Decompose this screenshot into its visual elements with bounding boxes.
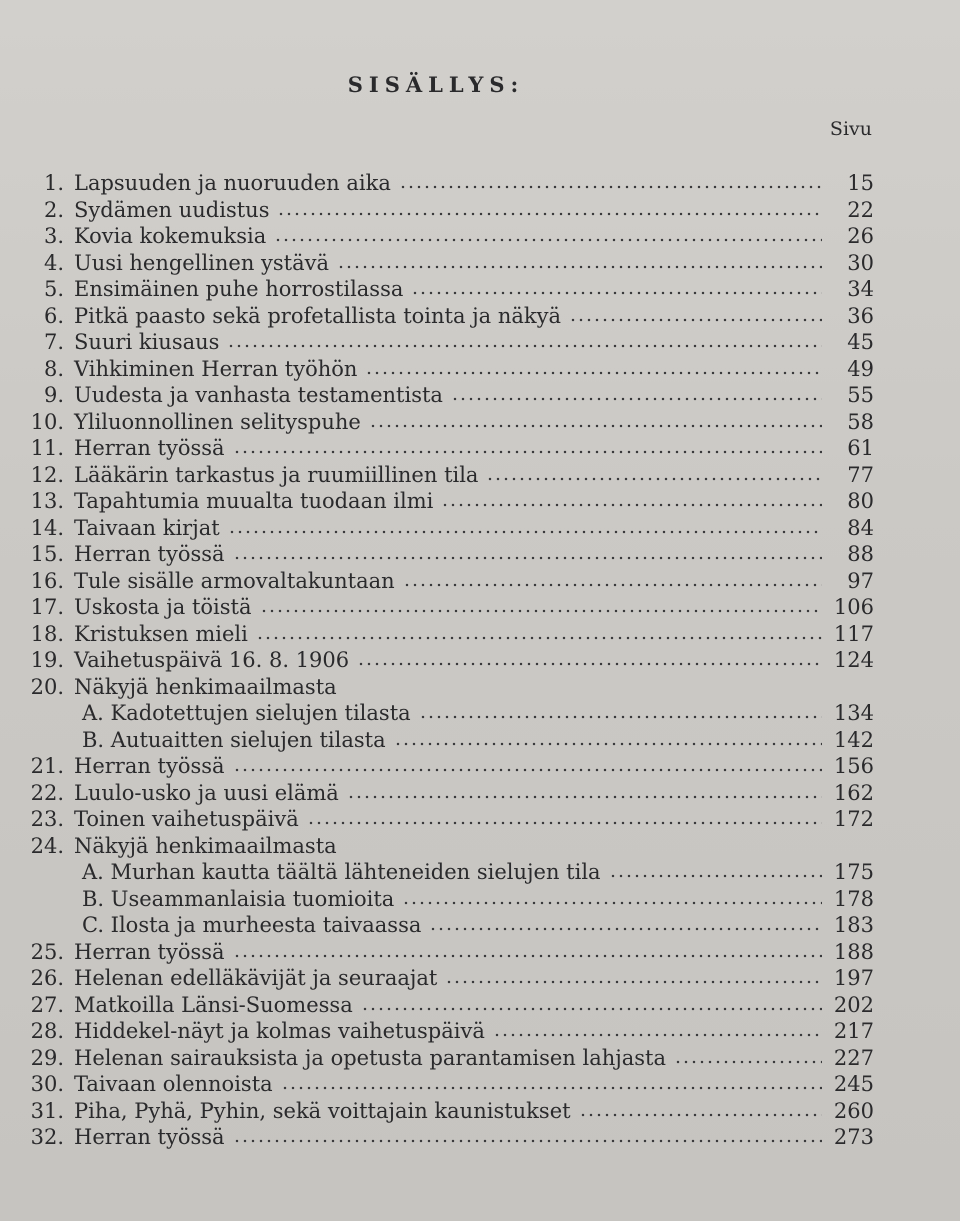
toc-entry [22, 780, 874, 807]
toc-entry-number: 20. [30, 674, 64, 699]
toc-entry [22, 1071, 874, 1098]
dot-leader [609, 874, 822, 878]
toc-entry-page: 36 [847, 303, 874, 328]
toc-entry [22, 541, 874, 568]
toc-entry-page: 58 [847, 409, 874, 434]
toc-entry-title: A. Kadotettujen sielujen tilasta [82, 701, 411, 725]
dot-leader [403, 583, 822, 587]
dot-leader [399, 185, 822, 189]
dot-leader [486, 477, 822, 481]
toc-entry-title: Luulo-usko ja uusi elämä [74, 780, 339, 805]
toc-entry [22, 621, 874, 648]
dot-leader [445, 980, 822, 984]
toc-entry-title: Lapsuuden ja nuoruuden aika [74, 171, 391, 195]
dot-leader [493, 1033, 822, 1037]
toc-entry [22, 992, 874, 1019]
dot-leader [307, 821, 822, 825]
toc-entry-number: 17. [30, 595, 64, 619]
toc-entry-title: Matkoilla Länsi-Suomessa [74, 992, 353, 1017]
toc-entry-page: 77 [847, 462, 874, 487]
toc-entry [22, 859, 874, 886]
toc-entry-title: Herran työssä [74, 939, 225, 964]
toc-entry-page: 124 [833, 648, 874, 672]
toc-entry-page: 172 [833, 807, 874, 831]
dot-leader [451, 397, 822, 401]
toc-entry-number: 9. [43, 383, 64, 407]
dot-leader [347, 795, 822, 799]
toc-entry [22, 594, 874, 621]
toc-entry-title: Yliluonnollinen selityspuhe [74, 409, 361, 434]
toc-entry [22, 435, 874, 462]
toc-entry-title: Helenan edelläkävijät ja seuraajat [74, 966, 438, 990]
toc-entry-page: 245 [833, 1072, 874, 1096]
toc-entry-number: 14. [30, 515, 64, 540]
toc-entry-page: 260 [833, 1098, 874, 1123]
toc-entry-number: 12. [30, 462, 64, 487]
dot-leader [233, 768, 822, 772]
toc-entry-page: 88 [847, 542, 874, 566]
dot-leader [419, 715, 822, 719]
toc-entry-number: 13. [30, 489, 64, 513]
toc-entry-number: 32. [30, 1125, 64, 1149]
toc-entry-page: 156 [833, 754, 874, 778]
toc-entry [22, 674, 874, 701]
toc-entry [22, 382, 874, 409]
toc-entry [22, 727, 874, 754]
dot-leader [256, 636, 822, 640]
toc-entry-page: 227 [833, 1045, 874, 1070]
toc-entry-title: Tapahtumia muualta tuodaan ilmi [74, 489, 434, 513]
toc-entry-number: 31. [30, 1098, 64, 1123]
toc-entry-number: 2. [43, 197, 64, 222]
toc-entry-number: 10. [30, 409, 64, 434]
toc-entry-title: Vaihetuspäivä 16. 8. 1906 [74, 648, 350, 672]
dot-leader [369, 424, 822, 428]
toc-entry-title: B. Autuaitten sielujen tilasta [82, 727, 386, 752]
toc-entry [22, 568, 874, 595]
dot-leader [227, 344, 822, 348]
dot-leader [411, 291, 822, 295]
toc-entry-number: 29. [30, 1045, 64, 1070]
toc-entry-title: Näkyjä henkimaailmasta [74, 674, 337, 699]
toc-entry-page: 106 [833, 595, 874, 619]
toc-entry [22, 939, 874, 966]
toc-entry-number: 1. [43, 171, 64, 195]
toc-entry [22, 170, 874, 197]
toc-entry [22, 886, 874, 913]
toc-entry-title: Sydämen uudistus [74, 197, 270, 222]
toc-entry-page: 142 [833, 727, 874, 752]
toc-entry-title: C. Ilosta ja murheesta taivaassa [82, 913, 422, 937]
toc-entry-page: 217 [833, 1019, 874, 1043]
dot-leader [394, 742, 822, 746]
toc-entry [22, 197, 874, 224]
toc-entry-page: 34 [847, 277, 874, 301]
toc-entry [22, 356, 874, 383]
toc-entry-page: 178 [833, 886, 874, 911]
toc-entry-title: Herran työssä [74, 436, 225, 460]
toc-entry-page: 55 [847, 383, 874, 407]
toc-entry-page: 183 [833, 913, 874, 937]
toc-entry-page: 49 [847, 356, 874, 381]
dot-leader [233, 1139, 822, 1143]
toc-entry [22, 515, 874, 542]
toc-entry-title: Herran työssä [74, 754, 225, 778]
toc-entry-number: 16. [30, 568, 64, 593]
toc-entry-page: 273 [833, 1125, 874, 1149]
toc-entry-page: 22 [847, 197, 874, 222]
toc-entry-page: 97 [847, 568, 874, 593]
toc-entry-title: Helenan sairauksista ja opetusta parantamisen lahjasta [74, 1045, 667, 1070]
toc-entry-title: Toinen vaihetuspäivä [74, 807, 299, 831]
toc-entry-page: 175 [833, 860, 874, 884]
toc-entry [22, 303, 874, 330]
toc-entry-title: Herran työssä [74, 1125, 225, 1149]
toc-entry [22, 965, 874, 992]
toc-entry [22, 462, 874, 489]
toc-entry-number: 23. [30, 807, 64, 831]
dot-leader [429, 927, 822, 931]
dot-leader [441, 503, 822, 507]
toc-entry-page: 15 [847, 171, 874, 195]
toc-entry-page: 80 [847, 489, 874, 513]
toc-entry [22, 1124, 874, 1151]
toc-entry [22, 223, 874, 250]
toc-entry [22, 1098, 874, 1125]
toc-entry [22, 250, 874, 277]
page-column-label: Sivu [829, 118, 872, 140]
toc-entry-title: Suuri kiusaus [74, 330, 220, 354]
toc-entry-number: 11. [30, 436, 64, 460]
toc-entry-title: Pitkä paasto sekä profetallista tointa ja näkyä [74, 303, 562, 328]
toc-entry-title: Herran työssä [74, 542, 225, 566]
toc-entry-number: 7. [43, 330, 64, 354]
dot-leader [337, 265, 822, 269]
dot-leader [233, 954, 822, 958]
toc-entry-number: 27. [30, 992, 64, 1017]
toc-entry-number: 19. [30, 648, 64, 672]
toc-entry-number: 30. [30, 1072, 64, 1096]
toc-entry-title: Taivaan kirjat [74, 515, 220, 540]
toc-entry [22, 753, 874, 780]
toc-entry-page: 134 [833, 701, 874, 725]
dot-leader [357, 662, 822, 666]
toc-entry-page: 45 [847, 330, 874, 354]
toc-entry [22, 833, 874, 860]
dot-leader [233, 556, 822, 560]
toc-entry-number: 8. [43, 356, 64, 381]
toc-entry-page: 26 [847, 224, 874, 248]
toc-entry-title: Uusi hengellinen ystävä [74, 250, 330, 275]
dot-leader [281, 1086, 822, 1090]
toc-entry [22, 806, 874, 833]
toc-entry-title: Kristuksen mieli [74, 621, 248, 646]
toc-entry-page: 197 [833, 966, 874, 990]
toc-entry-title: Vihkiminen Herran työhön [74, 356, 358, 381]
toc-entry [22, 912, 874, 939]
toc-title: SISÄLLYS: [347, 72, 525, 97]
toc-entry-title: Kovia kokemuksia [74, 224, 267, 248]
toc-entry-number: 25. [30, 939, 64, 964]
dot-leader [674, 1060, 822, 1064]
toc-entry-title: Uudesta ja vanhasta testamentista [74, 383, 443, 407]
table-of-contents [22, 170, 874, 1151]
toc-entry-page: 202 [833, 992, 874, 1017]
toc-entry-number: 4. [43, 250, 64, 275]
toc-entry [22, 700, 874, 727]
dot-leader [579, 1113, 822, 1117]
toc-entry-number: 15. [30, 542, 64, 566]
toc-entry-title: A. Murhan kautta täältä lähteneiden sielujen tila [82, 860, 601, 884]
dot-leader [274, 238, 822, 242]
toc-entry-page: 162 [833, 780, 874, 805]
toc-entry-page: 117 [833, 621, 874, 646]
dot-leader [402, 901, 822, 905]
dot-leader [569, 318, 822, 322]
toc-entry-title: Tule sisälle armovaltakuntaan [74, 568, 395, 593]
toc-entry-number: 28. [30, 1019, 64, 1043]
toc-entry-page: 30 [847, 250, 874, 275]
toc-entry-page: 84 [847, 515, 874, 540]
toc-entry [22, 276, 874, 303]
toc-entry-title: Taivaan olennoista [74, 1072, 273, 1096]
toc-entry-page: 61 [847, 436, 874, 460]
toc-entry-title: Uskosta ja töistä [74, 595, 252, 619]
toc-entry-number: 24. [30, 833, 64, 858]
toc-entry-title: Hiddekel-näyt ja kolmas vaihetuspäivä [74, 1019, 485, 1043]
dot-leader [365, 371, 822, 375]
toc-entry [22, 1018, 874, 1045]
toc-entry [22, 488, 874, 515]
dot-leader [233, 450, 822, 454]
toc-entry-title: Piha, Pyhä, Pyhin, sekä voittajain kaunistukset [74, 1098, 571, 1123]
toc-entry-number: 18. [30, 621, 64, 646]
toc-entry-title: Ensimäinen puhe horrostilassa [74, 277, 404, 301]
toc-entry-title: B. Useammanlaisia tuomioita [82, 886, 395, 911]
toc-entry-title: Lääkärin tarkastus ja ruumiillinen tila [74, 462, 479, 487]
toc-entry-number: 3. [43, 224, 64, 248]
toc-entry [22, 1045, 874, 1072]
toc-entry-number: 21. [30, 754, 64, 778]
toc-entry-number: 22. [30, 780, 64, 805]
toc-entry [22, 647, 874, 674]
dot-leader [361, 1007, 822, 1011]
toc-entry-number: 6. [43, 303, 64, 328]
toc-entry [22, 409, 874, 436]
dot-leader [260, 609, 823, 613]
toc-entry-number: 26. [30, 966, 64, 990]
toc-entry [22, 329, 874, 356]
toc-entry-page: 188 [833, 939, 874, 964]
dot-leader [277, 212, 822, 216]
toc-entry-title: Näkyjä henkimaailmasta [74, 833, 337, 858]
toc-entry-number: 5. [43, 277, 64, 301]
dot-leader [228, 530, 822, 534]
